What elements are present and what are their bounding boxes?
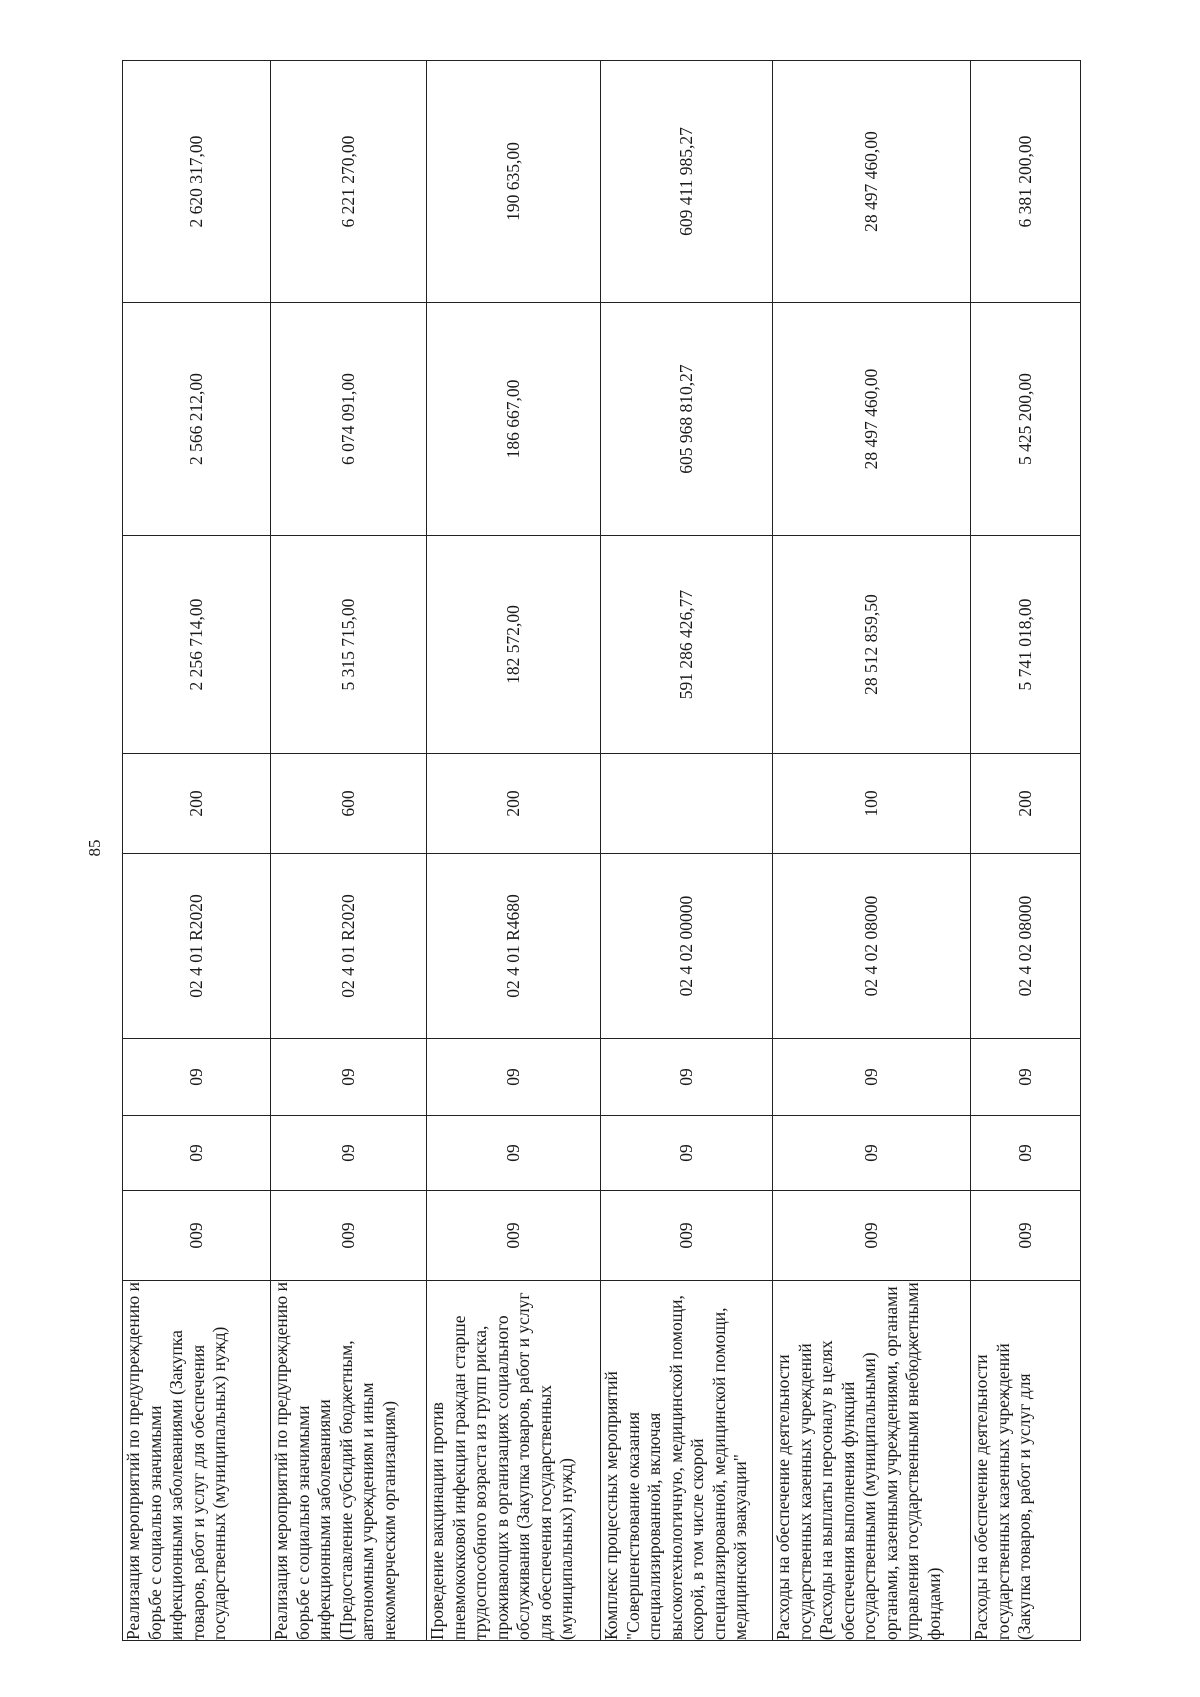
sum-year-2: 5 425 200,00 xyxy=(971,303,1081,536)
ministry-code: 009 xyxy=(123,1191,271,1281)
ministry-code: 009 xyxy=(601,1191,773,1281)
subsection-code: 09 xyxy=(271,1039,427,1116)
expense-type: 200 xyxy=(427,754,601,854)
subsection-code: 09 xyxy=(773,1039,971,1116)
section-code: 09 xyxy=(427,1116,601,1191)
table-row xyxy=(971,61,1081,1641)
section-code: 09 xyxy=(271,1116,427,1191)
expense-type: 200 xyxy=(971,754,1081,854)
row-description: Расходы на обеспечение деятельности государственных казенных учреждений (Расходы на выплаты персоналу в целях обеспечения выполнения функций государственными (муниципальными) органами, казенными учреждениями, органами управления государственными внебюджетными фондами) xyxy=(773,1281,971,1641)
budget-table xyxy=(122,60,1081,1641)
table-row xyxy=(123,61,271,1641)
sum-year-3: 6 221 270,00 xyxy=(271,61,427,303)
section-code: 09 xyxy=(773,1116,971,1191)
sum-year-3: 609 411 985,27 xyxy=(601,61,773,303)
sum-year-2: 2 566 212,00 xyxy=(123,303,271,536)
sum-year-2: 6 074 091,00 xyxy=(271,303,427,536)
sum-year-3: 28 497 460,00 xyxy=(773,61,971,303)
subsection-code: 09 xyxy=(601,1039,773,1116)
target-article: 02 4 02 08000 xyxy=(773,854,971,1039)
expense-type: 200 xyxy=(123,754,271,854)
ministry-code: 009 xyxy=(427,1191,601,1281)
subsection-code: 09 xyxy=(427,1039,601,1116)
rotated-table-wrapper xyxy=(122,61,1080,1641)
target-article: 02 4 01 R2020 xyxy=(123,854,271,1039)
row-description: Реализация мероприятий по предупреждению и борьбе с социально значимыми инфекционными заболеваниями (Предоставление субсидий бюджетным, автономным учреждениям и иным некоммерческим организациям) xyxy=(271,1281,427,1641)
section-code: 09 xyxy=(601,1116,773,1191)
expense-type: 100 xyxy=(773,754,971,854)
section-code: 09 xyxy=(123,1116,271,1191)
sum-year-1: 5 741 018,00 xyxy=(971,536,1081,754)
sum-year-3: 2 620 317,00 xyxy=(123,61,271,303)
sum-year-2: 605 968 810,27 xyxy=(601,303,773,536)
section-code: 09 xyxy=(971,1116,1081,1191)
expense-type xyxy=(601,754,773,854)
target-article: 02 4 02 08000 xyxy=(971,854,1081,1039)
target-article: 02 4 01 R2020 xyxy=(271,854,427,1039)
table-row xyxy=(601,61,773,1641)
ministry-code: 009 xyxy=(971,1191,1081,1281)
subsection-code: 09 xyxy=(971,1039,1081,1116)
row-description: Реализация мероприятий по предупреждению и борьбе с социально значимыми инфекционными заболеваниями (Закупка товаров, работ и услуг для обеспечения государственных (муниципальных) нужд) xyxy=(123,1281,271,1641)
row-description: Проведение вакцинации против пневмококковой инфекции граждан старше трудоспособного возраста из групп риска, проживающих в организациях социального обслуживания (Закупка товаров, работ и услуг для обеспечения государственных (муниципальных) нужд) xyxy=(427,1281,601,1641)
sum-year-1: 2 256 714,00 xyxy=(123,536,271,754)
page-number: 85 xyxy=(85,839,104,857)
table-row xyxy=(271,61,427,1641)
sum-year-2: 28 497 460,00 xyxy=(773,303,971,536)
sum-year-3: 6 381 200,00 xyxy=(971,61,1081,303)
subsection-code: 09 xyxy=(123,1039,271,1116)
row-description: Расходы на обеспечение деятельности государственных казенных учреждений (Закупка товаров, работ и услуг для xyxy=(971,1281,1081,1641)
sum-year-1: 591 286 426,77 xyxy=(601,536,773,754)
target-article: 02 4 01 R4680 xyxy=(427,854,601,1039)
table-row xyxy=(773,61,971,1641)
sum-year-3: 190 635,00 xyxy=(427,61,601,303)
row-description: Комплекс процессных мероприятий "Совершенствование оказания специализированной, включая высокотехнологичную, медицинской помощи, скорой, в том числе скорой специализированной, медицинской помощи, медицинской эвакуации" xyxy=(601,1281,773,1641)
sum-year-1: 28 512 859,50 xyxy=(773,536,971,754)
sum-year-1: 5 315 715,00 xyxy=(271,536,427,754)
target-article: 02 4 02 00000 xyxy=(601,854,773,1039)
ministry-code: 009 xyxy=(271,1191,427,1281)
expense-type: 600 xyxy=(271,754,427,854)
sum-year-2: 186 667,00 xyxy=(427,303,601,536)
sum-year-1: 182 572,00 xyxy=(427,536,601,754)
table-row xyxy=(427,61,601,1641)
ministry-code: 009 xyxy=(773,1191,971,1281)
